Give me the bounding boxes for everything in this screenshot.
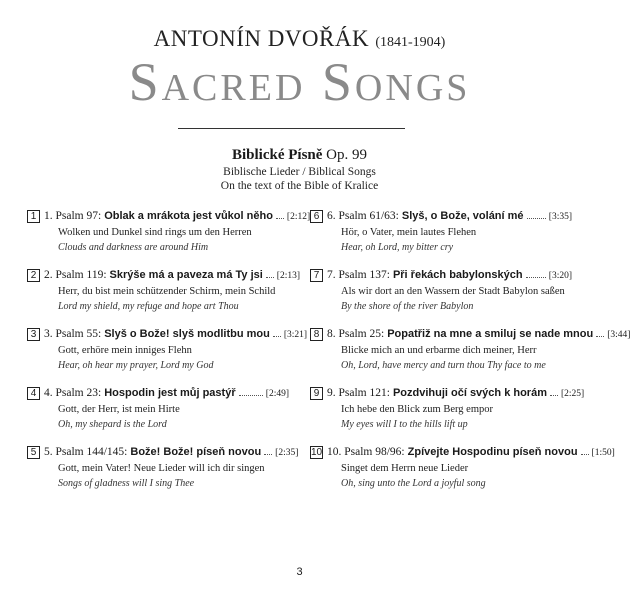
track-item (310, 444, 615, 503)
track-number-box: 7 (310, 269, 323, 282)
tracklist-right-column (310, 208, 630, 503)
dot-leader (239, 386, 263, 396)
track-english-title: By the shore of the river Babylon (341, 301, 474, 312)
track-english-title: Lord my shield, my refuge and hope art Thou (58, 301, 239, 312)
track-german-title: Hör, o Vater, mein lautes Flehen (341, 227, 477, 238)
dot-leader (266, 268, 274, 278)
track-german-title: Blicke mich an und erbarme dich meiner, Herr (341, 345, 537, 356)
track-german-title: Herr, du bist mein schützender Schirm, mein Schild (58, 286, 276, 297)
track-psalm: 7. Psalm 137: (327, 269, 390, 281)
track-psalm: 3. Psalm 55: (44, 328, 102, 340)
track-number-box: 4 (27, 387, 40, 400)
track-duration: [3:44] (607, 330, 630, 340)
track-czech-title: Hospodin jest můj pastýř (104, 387, 236, 399)
dot-leader (276, 209, 284, 219)
work-opus: Op. 99 (326, 147, 368, 163)
track-number-box: 2 (27, 269, 40, 282)
track-duration: [1:50] (591, 448, 615, 458)
track-duration: [2:35] (275, 448, 299, 458)
track-english-title: Hear, oh Lord, my bitter cry (341, 242, 454, 253)
tracklist-left-column (27, 208, 311, 503)
track-english-title: Oh, sing unto the Lord a joyful song (341, 478, 486, 489)
track-duration: [2:25] (560, 389, 585, 399)
track-item (27, 208, 311, 267)
track-item (310, 267, 572, 326)
track-english-title: My eyes will I to the hills lift up (341, 419, 468, 430)
track-psalm: 5. Psalm 144/145: (44, 446, 128, 458)
composer-heading (0, 26, 599, 52)
track-psalm: 8. Psalm 25: (327, 328, 385, 340)
dot-leader (527, 209, 546, 219)
track-duration: [2:12] (286, 212, 311, 222)
track-psalm: 2. Psalm 119: (44, 269, 107, 281)
track-duration: [2:13] (276, 271, 301, 281)
track-german-title: Gott, mein Vater! Neue Lieder will ich dir singen (58, 463, 265, 474)
track-czech-title: Popatřiž na mne a smiluj se nade mnou (387, 328, 594, 340)
track-item (310, 208, 572, 267)
track-german-title: Gott, der Herr, ist mein Hirte (58, 404, 180, 415)
track-czech-title: Bože! Bože! píseň novou (130, 446, 262, 458)
track-czech-title: Pozdvihuji očí svých k horám (392, 387, 547, 399)
track-czech-title: Skrýše má a paveza má Ty jsi (109, 269, 263, 281)
track-item (27, 444, 299, 503)
track-duration: [3:35] (548, 212, 572, 222)
dot-leader (581, 445, 589, 455)
track-german-title: Wolken und Dunkel sind rings um den Herren (58, 227, 252, 238)
track-czech-title: Oblak a mrákota jest vůkol něho (104, 210, 273, 222)
track-item (27, 267, 301, 326)
track-number-box: 5 (27, 446, 40, 459)
work-languages: Biblische Lieder / Biblical Songs (223, 166, 376, 178)
track-item (310, 326, 630, 385)
track-psalm: 9. Psalm 121: (327, 387, 390, 399)
track-duration: [2:49] (265, 389, 289, 399)
dot-leader (526, 268, 546, 278)
track-number-box: 9 (310, 387, 323, 400)
dot-leader (264, 445, 272, 455)
track-item (27, 385, 289, 444)
track-czech-title: Slyš, o Bože, volání mé (401, 210, 524, 222)
track-psalm: 4. Psalm 23: (44, 387, 102, 399)
dot-leader (550, 386, 558, 396)
work-title (0, 146, 599, 164)
track-english-title: Hear, oh hear my prayer, Lord my God (58, 360, 214, 371)
track-german-title: Als wir dort an den Wassern der Stadt Babylon saßen (341, 286, 565, 297)
track-english-title: Songs of gladness will I sing Thee (58, 478, 195, 489)
track-german-title: Ich hebe den Blick zum Berg empor (341, 404, 494, 415)
track-number-box: 6 (310, 210, 323, 223)
track-item (310, 385, 585, 444)
composer-dates: (1841-1904) (375, 35, 446, 50)
track-number-box: 10 (311, 447, 323, 458)
work-text-source: On the text of the Bible of Kralice (220, 180, 379, 192)
track-psalm: 10. Psalm 98/96: (327, 446, 405, 458)
track-item (27, 326, 308, 385)
page-number: 3 (296, 566, 303, 578)
track-german-title: Singet dem Herrn neue Lieder (341, 463, 469, 474)
track-english-title: Clouds and darkness are around Him (58, 242, 209, 253)
track-german-title: Gott, erhöre mein inniges Flehn (58, 345, 192, 356)
title-divider (178, 128, 405, 129)
page-title: Sacred Songs (128, 52, 471, 112)
track-duration: [3:20] (548, 271, 572, 281)
track-psalm: 1. Psalm 97: (44, 210, 102, 222)
dot-leader (596, 327, 604, 337)
work-title-czech: Biblické Písně (231, 147, 323, 163)
track-english-title: Oh, my shepard is the Lord (58, 419, 167, 430)
track-psalm: 6. Psalm 61/63: (327, 210, 399, 222)
composer-name: ANTONÍN DVOŘÁK (153, 26, 370, 51)
track-czech-title: Zpívejte Hospodinu píseň novou (407, 446, 578, 458)
track-czech-title: Při řekách babylonských (392, 269, 523, 281)
dot-leader (273, 327, 281, 337)
track-number-box: 8 (310, 328, 323, 341)
track-number-box: 3 (27, 328, 40, 341)
track-english-title: Oh, Lord, have mercy and turn thou Thy face to me (341, 360, 546, 371)
track-duration: [3:21] (283, 330, 308, 340)
track-czech-title: Slyš o Bože! slyš modlitbu mou (104, 328, 270, 340)
track-number-box: 1 (27, 210, 40, 223)
